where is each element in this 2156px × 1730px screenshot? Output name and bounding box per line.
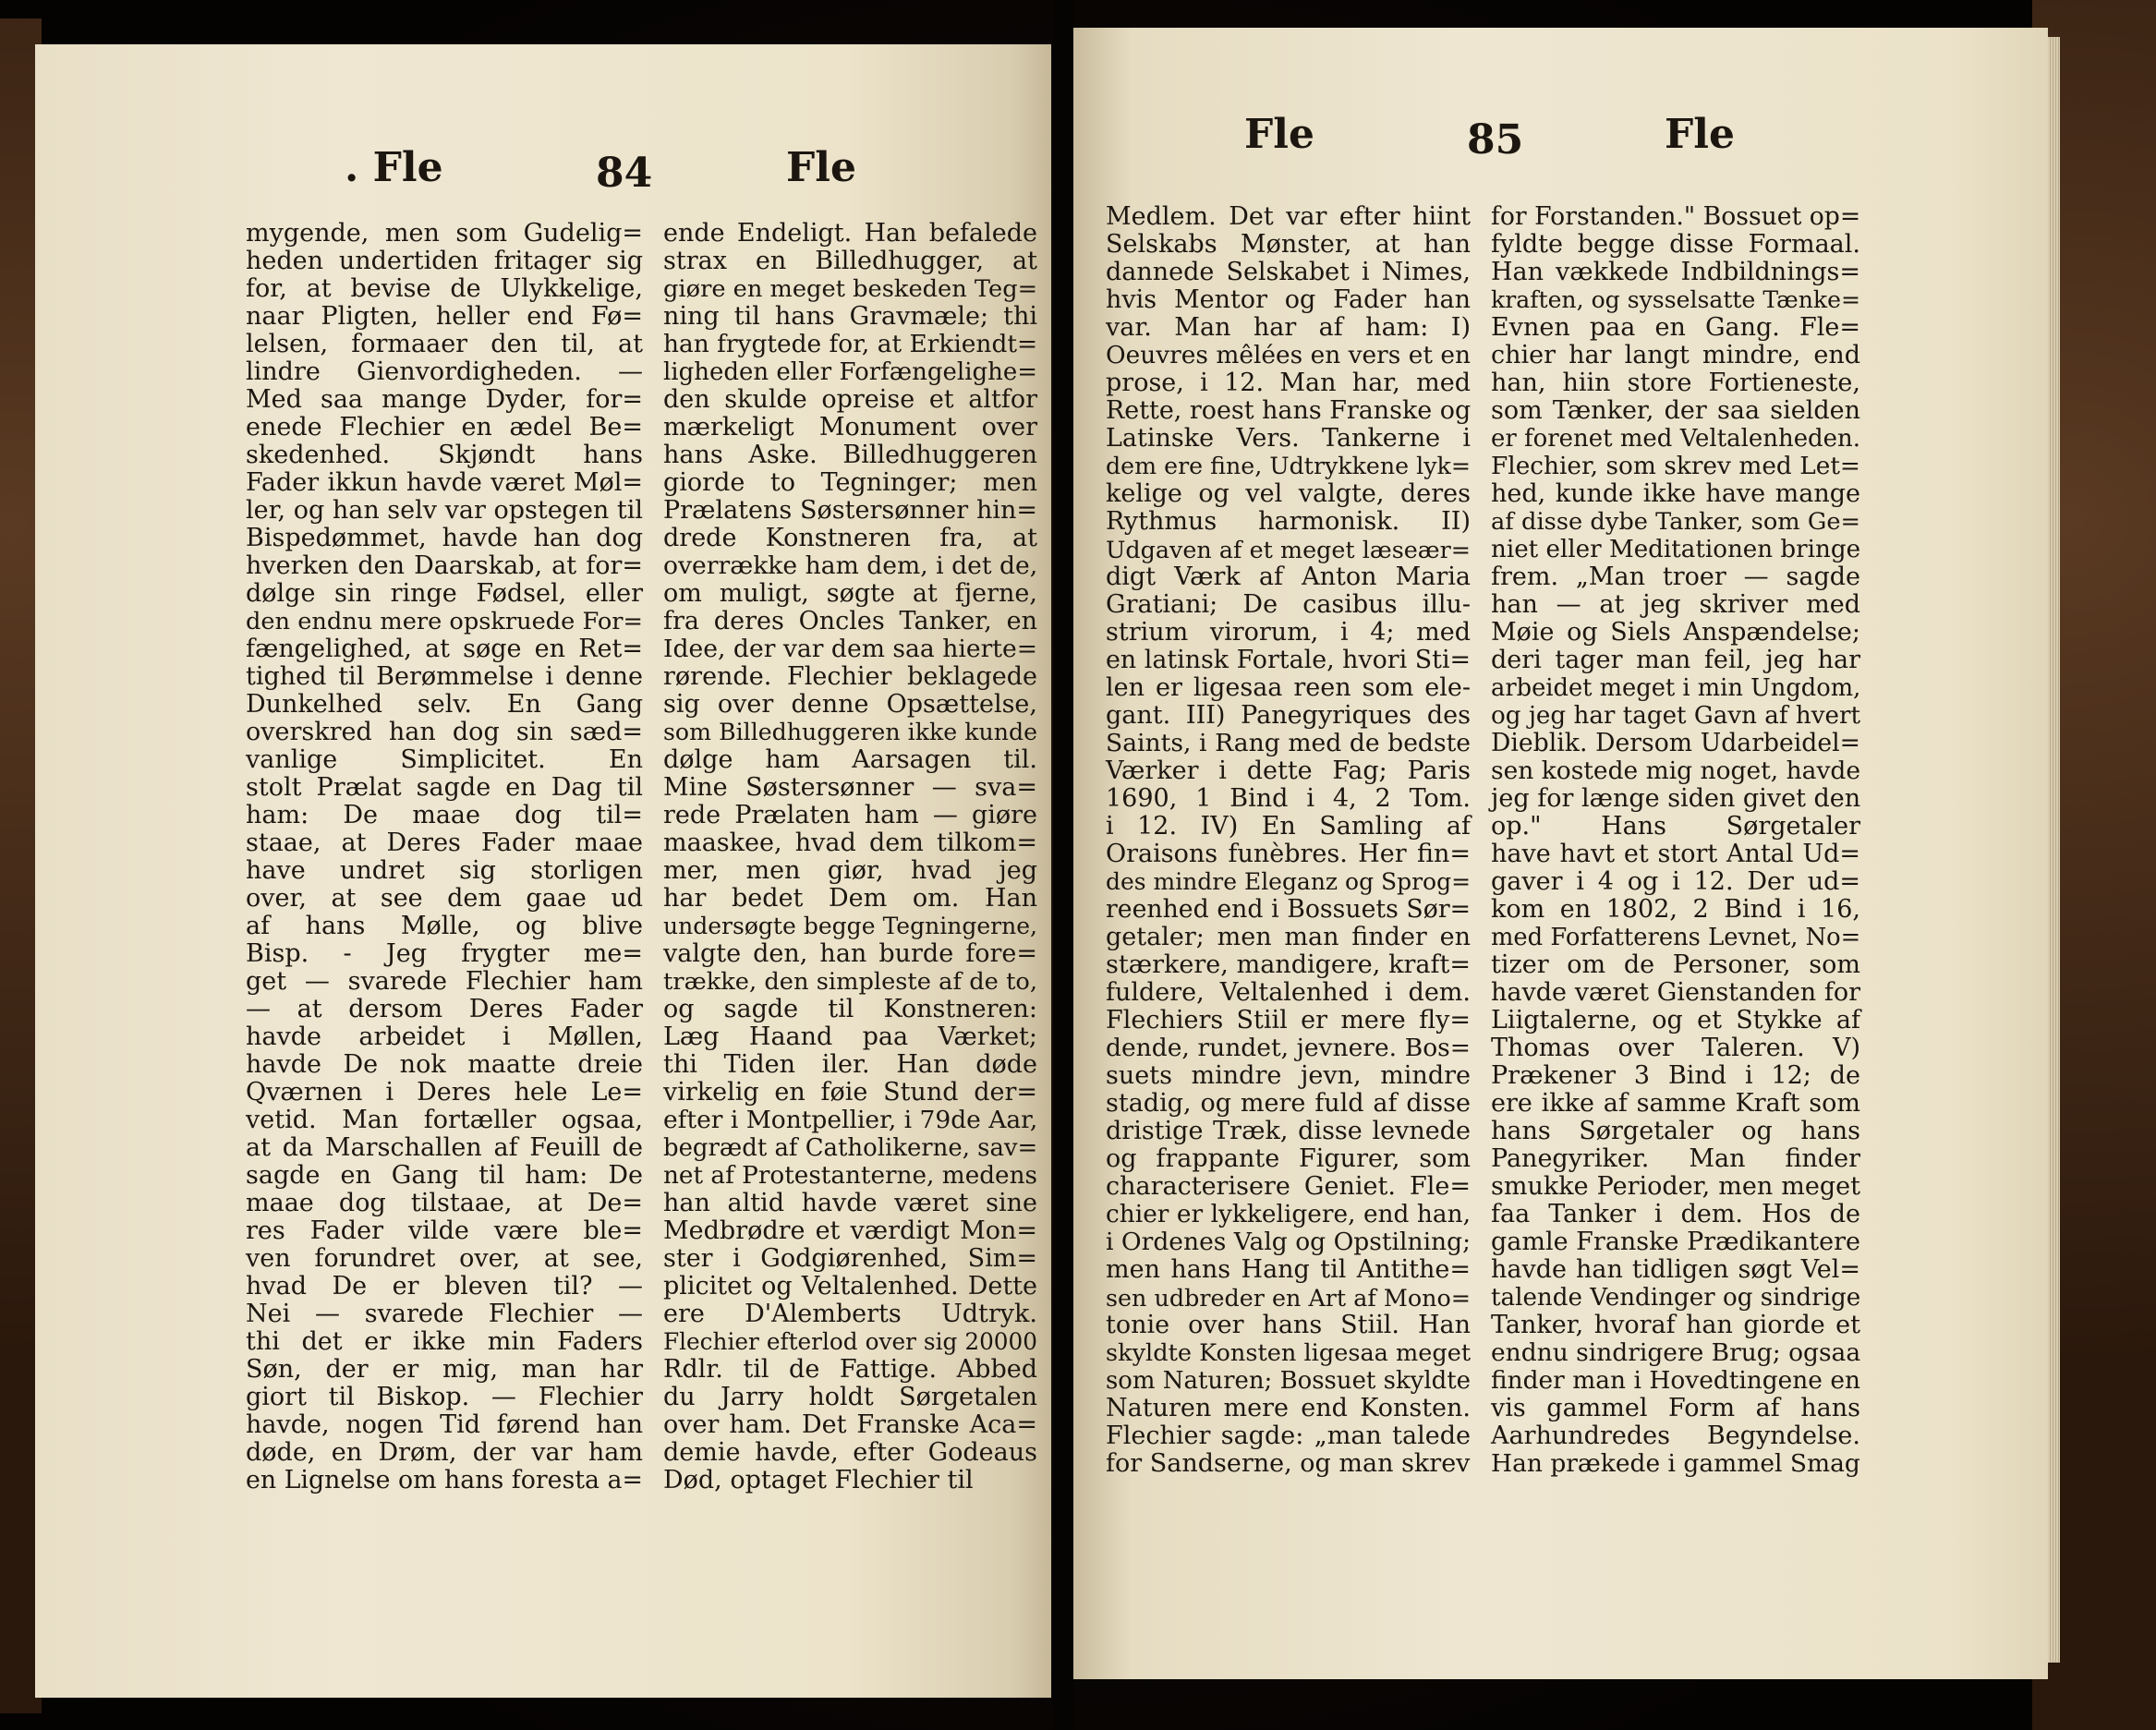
text-line: for Sandserne, og man skrev	[1106, 1449, 1471, 1478]
text-line: undersøgte begge Tegningerne,	[663, 913, 1037, 939]
book-gutter	[1053, 0, 1073, 1730]
text-line: kom en 1802, 2 Bind i 16,	[1491, 895, 1860, 924]
text-line: Bisp. - Jeg frygter me=	[246, 939, 643, 968]
text-line: enede Flechier en ædel Be=	[246, 413, 643, 442]
text-line: Nei — svarede Flechier —	[246, 1300, 643, 1328]
running-head-left: Fle	[1244, 111, 1314, 158]
text-line: har bedet Dem om. Han	[663, 884, 1037, 913]
text-line: deri tager man feil, jeg har	[1491, 646, 1860, 674]
text-line: Rette, roest hans Franske og	[1106, 396, 1472, 425]
text-line: naar Pligten, heller end Fø=	[246, 302, 643, 331]
page-number-right: 85	[1467, 116, 1524, 163]
text-line: Tanker, hvoraf han giorde et	[1491, 1311, 1860, 1339]
text-line: rede Prælaten ham — giøre	[663, 801, 1037, 829]
text-line: i Ordenes Valg og Opstilning;	[1106, 1228, 1472, 1256]
text-line: Thomas over Taleren. V)	[1491, 1034, 1860, 1062]
text-line: begrædt af Catholikerne, sav=	[663, 1134, 1038, 1162]
text-line: Oraisons funèbres. Her fin=	[1106, 840, 1471, 868]
text-line: gant. III) Panegyriques des	[1106, 701, 1471, 730]
text-line: thi Tiden iler. Han døde	[663, 1050, 1037, 1079]
text-line: niet eller Meditationen bringe	[1491, 536, 1861, 563]
text-line: fra deres Oncles Tanker, en	[663, 607, 1037, 635]
text-line: overskred han dog sin sæd=	[246, 718, 643, 746]
text-line: overrække ham dem, i det de,	[663, 551, 1038, 580]
text-line: og sagde til Konstneren:	[663, 995, 1037, 1023]
text-line: Bispedømmet, havde han dog	[246, 524, 643, 552]
text-line: heden undertiden fritager sig	[246, 247, 643, 275]
text-line: vis gammel Form af hans	[1491, 1394, 1860, 1422]
text-line: op." Hans Sørgetaler	[1491, 812, 1860, 841]
text-line: hans Aske. Billedhuggeren	[663, 441, 1037, 469]
text-line: sig over denne Opsættelse,	[663, 690, 1037, 719]
text-line: Naturen mere end Konsten.	[1106, 1394, 1471, 1422]
text-line: ere ikke af samme Kraft som	[1491, 1089, 1860, 1118]
text-line: med Forfatterens Levnet, No=	[1491, 924, 1861, 951]
right-page	[1073, 28, 2048, 1679]
left-page-column-2	[663, 220, 1037, 1494]
text-line: talende Vendinger og sindrige	[1491, 1284, 1861, 1312]
text-line: Prækener 3 Bind i 12; de	[1491, 1061, 1860, 1090]
text-line: len er ligesaa reen som ele-	[1106, 673, 1471, 702]
text-line: Flechier, som skrev med Let=	[1491, 453, 1860, 480]
text-line: mygende, men som Gudelig=	[246, 219, 643, 248]
text-line: Idee, der var dem saa hierte=	[663, 635, 1037, 663]
text-line: han altid havde været sine	[663, 1189, 1037, 1217]
text-line: demie havde, efter Godeaus	[663, 1438, 1037, 1467]
text-line: chier har langt mindre, end	[1491, 341, 1860, 369]
text-line: prose, i 12. Man har, med	[1106, 369, 1471, 397]
text-line: om muligt, søgte at fjerne,	[663, 579, 1037, 608]
text-line: ven forundret over, at see,	[246, 1244, 643, 1273]
text-line: sen udbreder en Art af Mono=	[1106, 1284, 1471, 1312]
text-line: ler, og han selv var opstegen til	[246, 496, 644, 525]
text-line: en Lignelse om hans foresta a=	[246, 1466, 643, 1494]
text-line: ere D'Alemberts Udtryk.	[663, 1300, 1037, 1328]
text-line: som Naturen; Bossuet skyldte	[1106, 1367, 1471, 1395]
text-line: skedenhed. Skjøndt hans	[246, 441, 643, 469]
text-line: strium virorum, i 4; med	[1106, 618, 1471, 647]
text-line: Rythmus harmonisk. II)	[1106, 507, 1471, 536]
text-line: res Fader vilde være ble=	[246, 1216, 643, 1245]
text-line: ham: De maae dog til=	[246, 801, 643, 829]
text-line: som Billedhuggeren ikke kunde	[663, 719, 1037, 745]
text-line: Prælatens Søstersønner hin=	[663, 496, 1037, 525]
text-line: drede Konstneren fra, at	[663, 524, 1037, 552]
text-line: thi det er ikke min Faders	[246, 1327, 643, 1356]
text-line: Med saa mange Dyder, for=	[246, 385, 643, 414]
text-line: hverken den Daarskab, at for=	[246, 551, 643, 580]
left-page	[35, 44, 1051, 1698]
text-line: rørende. Flechier beklagede	[663, 662, 1037, 691]
text-line: Medlem. Det var efter hiint	[1106, 202, 1471, 231]
text-line: Panegyriker. Man finder	[1491, 1144, 1860, 1173]
text-line: var. Man har af ham: I)	[1106, 313, 1471, 342]
text-line: have havt et stort Antal Ud=	[1491, 840, 1860, 868]
text-line: Udgaven af et meget læseær=	[1106, 536, 1471, 563]
text-line: kelige og vel valgte, deres	[1106, 479, 1471, 508]
text-line: efter i Montpellier, i 79de Aar,	[663, 1106, 1038, 1134]
text-line: plicitet og Veltalenhed. Dette	[663, 1272, 1037, 1301]
text-line: Han prækede i gammel Smag	[1491, 1449, 1860, 1478]
text-line: hvis Mentor og Fader han	[1106, 285, 1471, 314]
text-line: for Forstanden." Bossuet op=	[1491, 202, 1861, 231]
text-line: ligheden eller Forfængelighe=	[663, 358, 1037, 386]
text-line: Dunkelhed selv. En Gang	[246, 690, 643, 719]
text-line: af disse dybe Tanker, som Ge=	[1491, 508, 1860, 536]
text-line: du Jarry holdt Sørgetalen	[663, 1383, 1037, 1411]
text-line: dem ere fine, Udtrykkene lyk=	[1106, 453, 1471, 479]
text-line: over, at see dem gaae ud	[246, 884, 643, 913]
text-line: tonie over hans Stiil. Han	[1106, 1311, 1471, 1339]
text-line: suets mindre jevn, mindre	[1106, 1061, 1471, 1090]
text-line: han — at jeg skriver med	[1491, 590, 1860, 619]
right-page-column-2	[1491, 203, 1860, 1478]
text-line: den endnu mere opskruede For=	[246, 608, 643, 635]
text-line: dølge ham Aarsagen til.	[663, 745, 1037, 774]
text-line: havde han tidligen søgt Vel=	[1491, 1255, 1860, 1284]
text-line: jeg for længe siden givet den	[1491, 784, 1861, 813]
text-line: Flechiers Stiil er mere fly=	[1106, 1006, 1471, 1034]
text-line: gamle Franske Prædikantere	[1491, 1228, 1861, 1256]
text-line: hvad De er bleven til? —	[246, 1272, 643, 1301]
text-line: ster i Godgiørenhed, Sim=	[663, 1244, 1037, 1273]
text-line: dannede Selskabet i Nimes,	[1106, 258, 1471, 286]
text-line: at da Marschallen af Feuill de	[246, 1133, 643, 1162]
text-line: giort til Biskop. — Flechier	[246, 1383, 643, 1411]
text-line: Medbrødre et værdigt Mon=	[663, 1216, 1037, 1245]
text-line: fyldte begge disse Formaal.	[1491, 230, 1860, 259]
text-line: sen kostede mig noget, havde	[1491, 756, 1860, 785]
text-line: af hans Mølle, og blive	[246, 912, 643, 940]
text-line: er forenet med Veltalenheden.	[1491, 425, 1860, 453]
text-line: Han vækkede Indbildnings=	[1491, 258, 1860, 286]
text-line: vanlige Simplicitet. En	[246, 745, 643, 774]
text-line: hans Sørgetaler og hans	[1491, 1117, 1860, 1145]
text-line: dølge sin ringe Fødsel, eller	[246, 579, 643, 608]
text-line: tizer om de Personer, som	[1491, 950, 1860, 979]
text-line: arbeidet meget i min Ungdom,	[1491, 674, 1861, 702]
text-line: men hans Hang til Antithe=	[1106, 1255, 1471, 1284]
text-line: 1690, 1 Bind i 4, 2 Tom.	[1106, 784, 1471, 813]
text-line: mærkeligt Monument over	[663, 413, 1037, 442]
text-line: Flechier efterlod over sig 20000	[663, 1328, 1037, 1355]
text-line: Værker i dette Fag; Paris	[1106, 756, 1471, 785]
text-line: trække, den simpleste af de to,	[663, 968, 1037, 996]
text-line: ende Endeligt. Han befalede	[663, 219, 1037, 248]
text-line: endnu sindrigere Brug; ogsaa	[1491, 1338, 1861, 1367]
text-line: Død, optaget Flechier til	[663, 1466, 974, 1494]
text-line: havde været Gienstanden for	[1491, 978, 1860, 1007]
text-line: stolt Prælat sagde en Dag til	[246, 773, 643, 802]
text-line: Mine Søstersønner — sva=	[663, 773, 1037, 802]
text-line: digt Værk af Anton Maria	[1106, 563, 1471, 591]
text-line: en latinsk Fortale, hvori Sti=	[1106, 646, 1472, 674]
text-line: faa Tanker i dem. Hos de	[1491, 1200, 1860, 1228]
text-line: net af Protestanterne, medens	[663, 1162, 1037, 1190]
text-line: have undret sig storligen	[246, 856, 643, 885]
text-line: og frappante Figurer, som	[1106, 1144, 1471, 1173]
left-page-column-1	[246, 220, 643, 1494]
text-line: døde, en Drøm, der var ham	[246, 1438, 643, 1467]
text-line: havde, nogen Tid førend han	[246, 1410, 643, 1439]
text-line: Latinske Vers. Tankerne i	[1106, 424, 1471, 453]
text-line: Fader ikkun havde været Møl=	[246, 468, 643, 497]
text-line: characterisere Geniet. Fle=	[1106, 1172, 1471, 1201]
text-line: Møie og Siels Anspændelse;	[1491, 618, 1860, 647]
text-line: stærkere, mandigere, kraft=	[1106, 950, 1471, 979]
text-line: strax en Billedhugger, at	[663, 247, 1037, 275]
text-line: fuldere, Veltalenhed i dem.	[1106, 978, 1471, 1007]
text-line: Liigtalerne, og et Stykke af	[1491, 1006, 1860, 1034]
text-line: valgte den, han burde fore=	[663, 939, 1037, 968]
text-line: sagde en Gang til ham: De	[246, 1161, 643, 1190]
text-line: vetid. Man fortæller ogsaa,	[246, 1106, 643, 1134]
text-line: mer, men giør, hvad jeg	[663, 856, 1037, 885]
text-line: for, at bevise de Ulykkelige,	[246, 274, 643, 303]
text-line: giorde to Tegninger; men	[663, 468, 1037, 497]
text-line: Flechier sagde: „man talede	[1106, 1422, 1471, 1450]
text-line: maaskee, hvad dem tilkom=	[663, 829, 1037, 857]
text-line: tighed til Berømmelse i denne	[246, 662, 643, 691]
text-line: i 12. IV) En Samling af	[1106, 812, 1471, 841]
running-head-left: . Fle	[345, 144, 443, 191]
text-line: virkelig en føie Stund der=	[663, 1078, 1037, 1107]
text-line: havde De nok maatte dreie	[246, 1050, 643, 1079]
text-line: Saints, i Rang med de bedste	[1106, 729, 1471, 757]
right-page-column-1	[1106, 203, 1471, 1478]
text-line: chier er lykkeligere, end han,	[1106, 1201, 1471, 1228]
text-line: Gratiani; De casibus illu-	[1106, 590, 1471, 619]
text-line: over ham. Det Franske Aca=	[663, 1410, 1037, 1439]
text-line: Dieblik. Dersom Udarbeidel=	[1491, 729, 1860, 757]
text-line: havde arbeidet i Møllen,	[246, 1022, 643, 1051]
text-line: skyldte Konsten ligesaa meget	[1106, 1339, 1472, 1367]
text-line: stadig, og mere fuld af disse	[1106, 1089, 1471, 1118]
running-head-right: Fle	[786, 144, 856, 191]
text-line: get — svarede Flechier ham	[246, 967, 643, 996]
text-line: og jeg har taget Gavn af hvert	[1491, 702, 1860, 730]
text-line: som Tænker, der saa sielden	[1491, 396, 1860, 425]
text-line: reenhed end i Bossuets Sør=	[1106, 895, 1471, 924]
text-line: lindre Gienvordigheden. —	[246, 357, 643, 386]
text-line: frem. „Man troer — sagde	[1491, 563, 1860, 591]
text-line: hed, kunde ikke have mange	[1491, 479, 1860, 508]
text-line: Qværnen i Deres hele Le=	[246, 1078, 643, 1107]
text-line: Søn, der er mig, man har	[246, 1355, 643, 1384]
text-line: lelsen, formaaer den til, at	[246, 330, 643, 358]
text-line: kraften, og sysselsatte Tænke=	[1491, 286, 1861, 313]
text-line: giøre en meget beskeden Teg=	[663, 275, 1038, 303]
text-line: han, hiin store Fortieneste,	[1491, 369, 1860, 397]
text-line: maae dog tilstaae, at De=	[246, 1189, 643, 1217]
text-line: dristige Træk, disse levnede	[1106, 1117, 1471, 1145]
text-line: Selskabs Mønster, at han	[1106, 230, 1471, 259]
text-line: getaler; men man finder en	[1106, 923, 1471, 951]
text-line: gaver i 4 og i 12. Der ud=	[1491, 867, 1860, 896]
text-line: den skulde opreise et altfor	[663, 385, 1037, 414]
text-line: fængelighed, at søge en Ret=	[246, 635, 643, 663]
text-line: — at dersom Deres Fader	[246, 995, 643, 1023]
text-line: Rdlr. til de Fattige. Abbed	[663, 1355, 1037, 1384]
text-line: ning til hans Gravmæle; thi	[663, 302, 1037, 331]
text-line: staae, at Deres Fader maae	[246, 829, 643, 857]
text-line: Aarhundredes Begyndelse.	[1491, 1422, 1860, 1450]
running-head-right: Fle	[1665, 111, 1735, 158]
text-line: des mindre Eleganz og Sprog=	[1106, 868, 1471, 895]
text-line: han frygtede for, at Erkiendt=	[663, 330, 1038, 358]
text-line: dende, rundet, jevnere. Bos=	[1106, 1034, 1471, 1062]
text-line: Oeuvres mêlées en vers et en	[1106, 342, 1471, 369]
text-line: Evnen paa en Gang. Fle=	[1491, 313, 1860, 342]
page-number-left: 84	[596, 150, 653, 197]
text-line: Læg Haand paa Værket;	[663, 1022, 1037, 1051]
text-line: finder man i Hovedtingene en	[1491, 1366, 1860, 1395]
text-line: smukke Perioder, men meget	[1491, 1172, 1860, 1201]
